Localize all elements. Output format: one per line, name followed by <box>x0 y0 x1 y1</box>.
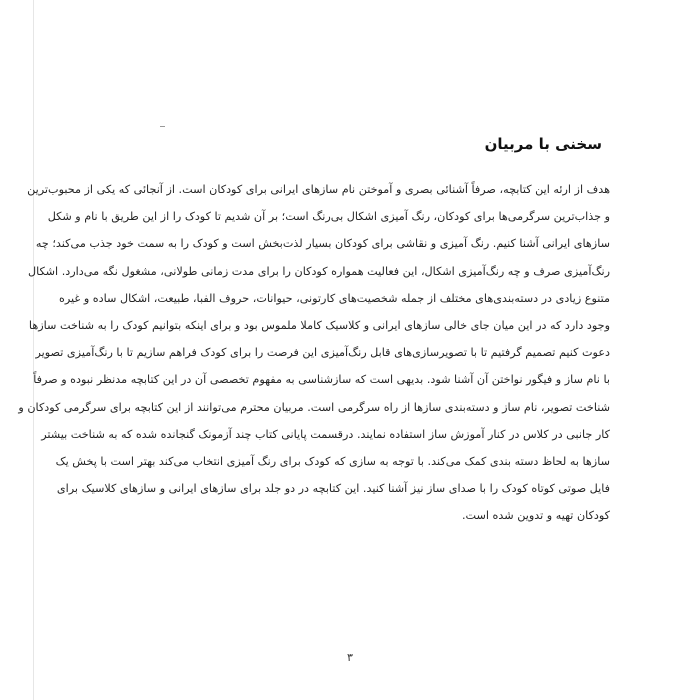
body-line: متنوع زیادی در دسته‌بندی‌های مختلف از جمله شخصیت‌های کارتونی، حیوانات، حروف الفبا، طبیعت، اشکال ساده و غیره <box>59 291 610 305</box>
body-line: با نام ساز و فیگور نواختن آن آشنا شود. بدیهی است که سازشناسی به مفهوم تخصصی آن در این کتابچه مدنظر نبوده و صرفاً <box>33 373 610 387</box>
page-edge-line <box>33 0 34 700</box>
body-line: رنگ‌آمیزی صرف و چه رنگ‌آمیزی اشکال، این فعالیت همواره کودکان را برای مدت زمانی طولانی، مشغول نگه می‌دارد. اشکال <box>27 264 610 278</box>
body-line: هدف از ارئه این کتابچه، صرفاً آشنائی بصری و آموختن نام سازهای ایرانی برای کودکان است. از آنجائی که یکی از محبوب‌ترین <box>27 183 610 196</box>
page-title: سخنی با مربیان <box>484 135 602 153</box>
page-mark <box>160 126 165 127</box>
body-line: و جذاب‌ترین سرگرمی‌ها برای کودکان، رنگ آمیزی اشکال بی‌رنگ است؛ بر آن شدیم تا کودک را از این طریق با نام و شکل <box>47 210 610 224</box>
body-line: سازهای ایرانی آشنا کنیم. رنگ آمیزی و نقاشی برای کودکان بسیار لذت‌بخش است و کودک را به سمت خود جذب می‌کند؛ چه <box>35 237 610 251</box>
body-line: دعوت کنیم تصمیم گرفتیم تا با تصویرسازی‌های قابل رنگ‌آمیزی این فرصت را برای کودک فراهم سازیم تا با رنگ‌آمیزی تصویر <box>35 346 610 360</box>
body-line: شناخت تصویر، نام ساز و دسته‌بندی سازها از راه سرگرمی است. مربیان محترم می‌توانند از این کتابچه برای سرگرمی کودکان و <box>18 400 610 414</box>
body-line: وجود دارد که در این میان جای خالی سازهای ایرانی و کلاسیک کاملا ملموس بود و برای اینکه بتوانیم کودک را به شناخت سازها <box>28 318 610 332</box>
body-line: فایل صوتی کوتاه کودک را با صدای ساز نیز آشنا کنید. این کتابچه در دو جلد برای سازهای ایرانی و سازهای کلاسیک برای <box>56 482 610 496</box>
body-line-last: کودکان تهیه و تدوین شده است. <box>461 509 610 523</box>
body-text <box>18 176 610 529</box>
body-line: کار جانبی در کلاس در کنار آموزش ساز استفاده نمایند. درقسمت پایانی کتاب چند آزمونک گنجانده شده که به شناخت بیشتر <box>41 427 610 441</box>
body-line: سازها به لحاظ دسته بندی کمک می‌کند. با توجه به سازی که کودک برای رنگ آمیزی انتخاب می‌کند بهتر است با پخش یک <box>55 454 610 468</box>
page-number: ۳ <box>347 651 353 664</box>
